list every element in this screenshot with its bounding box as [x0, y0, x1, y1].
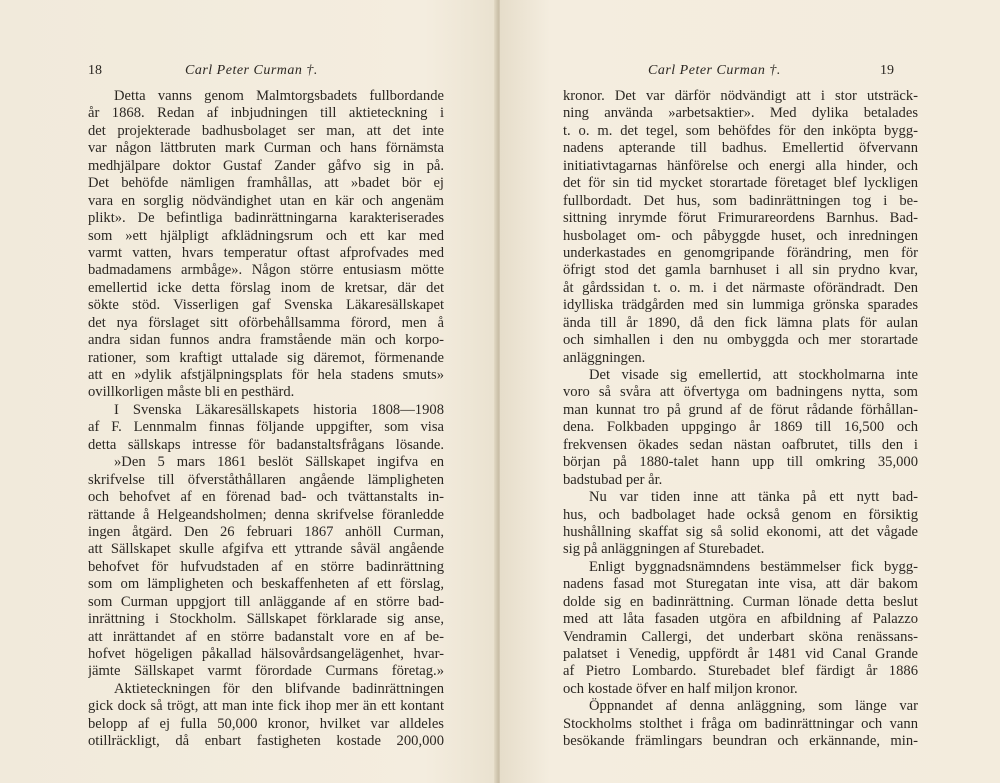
text-line: Vendramin Callergi, det underbart sköna renässans-	[563, 628, 918, 645]
text-line: varmt vatten, hvars temperatur oftast afprofvades med	[88, 244, 444, 261]
text-line: att Sällskapet skulle afgifva ett yttrande såväl angående	[88, 541, 444, 558]
text-line: belopp af ej fulla 50,000 kronor, hvilket var alldeles	[88, 715, 444, 732]
text-line: Detta vanns genom Malmtorgsbadets fullbordande	[114, 88, 444, 104]
text-line: frekvensen ökades sedan nästan oafbrutet, tills den i	[563, 436, 918, 453]
text-line: hus, och badbolaget hade också genom en försiktig	[563, 506, 918, 523]
text-line: badstubad per år.	[563, 471, 663, 488]
text-line: sittning inrymde förut Frimurareordens Barnhus. Bad-	[563, 210, 918, 227]
text-line: år 1868. Redan af inbjudningen till aktieteckning i	[88, 105, 444, 122]
text-line: ända till år 1890, då den fick lämna plats för aulan	[563, 314, 918, 331]
text-line: början på 1880-talet hann upp till omkring 35,000	[563, 454, 918, 471]
text-line: »Den 5 mars 1861 beslöt Sällskapet ingifva en	[114, 454, 444, 471]
text-line: besökande främlingars beundran och erkännande, min-	[563, 733, 918, 750]
text-line: det projekterade badhusbolaget ser man, att det inte	[88, 122, 444, 139]
text-line: som om lämpligheten och beskaffenheten af ett förslag,	[88, 576, 444, 593]
text-line: af F. Lennmalm finnas följande uppgifter, som visa	[88, 419, 444, 436]
text-line: Stockholms stolthet i fråga om badinrättningar och vann	[563, 715, 918, 732]
text-line: nadens fasad mot Sturegatan inte visa, att där bakom	[563, 576, 918, 593]
text-line: och kostade öfver en half miljon kronor.	[563, 680, 798, 697]
text-line: otillräckligt, då enbart fastigheten kostade 200,000	[88, 733, 444, 750]
text-line: dena. Folkbaden uppgingo år 1869 till 16,500 och	[563, 419, 918, 436]
text-line: voro så svåra att öfvertyga om badningens nytta, som	[563, 384, 918, 401]
text-line: husbolaget om- och påbyggde huset, och inredningen	[563, 227, 918, 244]
text-line: kronor. Det var därför nödvändigt att i stor utsträck-	[563, 88, 918, 104]
text-line: hushållning skaffat sig så solid ekonomi, att det vågade	[563, 523, 918, 540]
text-line: idylliska trädgården med sin lummiga grönska sparades	[563, 297, 918, 314]
text-line: inrättning i Stockholm. Sällskapet förklarade sig anse,	[88, 611, 444, 628]
text-line: nadens apterande till badhus. Emellertid öfvervann	[563, 140, 918, 157]
text-line: I Svenska Läkaresällskapets historia 1808—1908	[114, 401, 444, 418]
text-line: att en »dylik afstjälpningsplats för hela stadens smuts»	[88, 367, 444, 383]
text-line: vara en sorglig nödvändighet utan en kär och angenäm	[88, 192, 444, 209]
text-line: detta sällskaps intresse för badanstaltsfrågans lösande.	[88, 436, 444, 453]
text-line: Öppnandet af denna anläggning, som länge var	[589, 698, 918, 715]
text-line: rationer, som kraftigt uttalade sig däremot, förmenande	[88, 349, 444, 366]
text-line: ovillkorligen måste bli en pesthärd.	[88, 384, 295, 401]
text-line: Enligt byggnadsnämndens bestämmelser fick bygg-	[589, 558, 918, 575]
text-line: underkastades en genomgripande förändring, men för	[563, 244, 918, 261]
text-line: t. o. m. det tegel, som behöfdes för den inköpta bygg-	[563, 122, 918, 139]
text-line: hofvet högeligen påkallad hälsovårdsangelägenhet, hvar-	[88, 646, 444, 662]
text-line: Aktieteckningen för den blifvande badinrättningen	[114, 680, 444, 697]
text-line: Nu var tiden inne att tänka på ett nytt bad-	[589, 489, 918, 506]
text-line: det för sin tid mycket storartade företaget blef lyckligen	[563, 175, 918, 192]
text-line: ning använda »arbetsaktier». Med dylika betalades	[563, 105, 918, 122]
text-line: badmadamens armbåge». Någon större entusiasm mötte	[88, 262, 444, 279]
text-line: det nya förslaget sitt oförbehållsamma förord, men å	[88, 314, 444, 331]
text-line: man kunnat tro på grund af de förut rådande förhållan-	[563, 401, 918, 418]
text-line: Det behöfde nämligen framhållas, att »badet bör ej	[88, 175, 444, 192]
text-line: var någon lättbruten mark Curman och hans förnämsta	[88, 140, 444, 157]
text-line: medhjälpare doktor Gustaf Zander gåfvo sig in på.	[88, 157, 444, 174]
text-line: rättande å Helgeandsholmen; denna skrifvelse föranledde	[88, 506, 444, 523]
page-number: 19	[880, 63, 894, 78]
text-line: som »ett hjälpligt afklädningsrum och ett kar med	[88, 227, 444, 244]
text-line: åt gårdssidan t. o. m. i det närmaste oförändradt. Den	[563, 279, 918, 296]
text-line: och simhallen i den nu ombyggda och mer storartade	[563, 332, 918, 349]
text-line: palatset i Venedig, uppfördt år 1481 vid Canal Grande	[563, 646, 918, 662]
body-text	[88, 88, 444, 751]
text-line: af Pietro Lombardo. Sturebadet blef färdigt år 1886	[563, 663, 918, 680]
text-line: fullbordadt. Det hus, som badinrättningen tog i be-	[563, 192, 918, 209]
text-line: gick dock så trögt, att man inte fick ihop mer än ett kontant	[88, 698, 444, 715]
right-page	[500, 0, 1000, 783]
page-number: 18	[88, 63, 102, 78]
text-line: Det visade sig emellertid, att stockholmarna inte	[589, 367, 918, 383]
text-line: ingen åtgärd. Den 26 februari 1867 anhöll Curman,	[88, 523, 444, 540]
text-line: sökte stöd. Visserligen gaf Svenska Läkaresällskapet	[88, 297, 444, 314]
text-line: öfrigt stod det gamla barnhuset i all sin prydno kvar,	[563, 262, 918, 279]
text-line: plikt». De befintliga badinrättningarna karakteriserades	[88, 210, 444, 227]
text-line: andra sidan funnos andra framstående män och korpo-	[88, 332, 444, 349]
text-line: som Curman uppgjort till anläggande af en större bad-	[88, 593, 444, 610]
running-head: Carl Peter Curman †.	[648, 63, 781, 78]
running-head: Carl Peter Curman †.	[185, 63, 318, 78]
text-line: initiativtagarnas hänförelse och energi alla hinder, och	[563, 157, 918, 174]
text-line: anläggningen.	[563, 349, 646, 366]
text-line: behofvet för hufvudstaden af en större badinrättning	[88, 558, 444, 575]
text-line: med att låta fasaden utgöra en afbildning af Palazzo	[563, 611, 918, 628]
text-line: sig på anläggningen af Sturebadet.	[563, 541, 765, 558]
text-line: skrifvelse till öfverståthållaren angående lämpligheten	[88, 471, 444, 488]
text-line: dolde sig en badinrättning. Curman lönade detta beslut	[563, 593, 918, 610]
text-line: jämte Sällskapet varmt förordade Curmans företag.»	[88, 663, 444, 680]
text-line: att inrättandet af en större badanstalt vore en af be-	[88, 628, 444, 645]
body-text	[563, 88, 918, 751]
text-line: och behofvet af en förenad bad- och tvättanstalts in-	[88, 489, 444, 506]
text-line: emellertid icke detta förslag inom de kretsar, där det	[88, 279, 444, 296]
